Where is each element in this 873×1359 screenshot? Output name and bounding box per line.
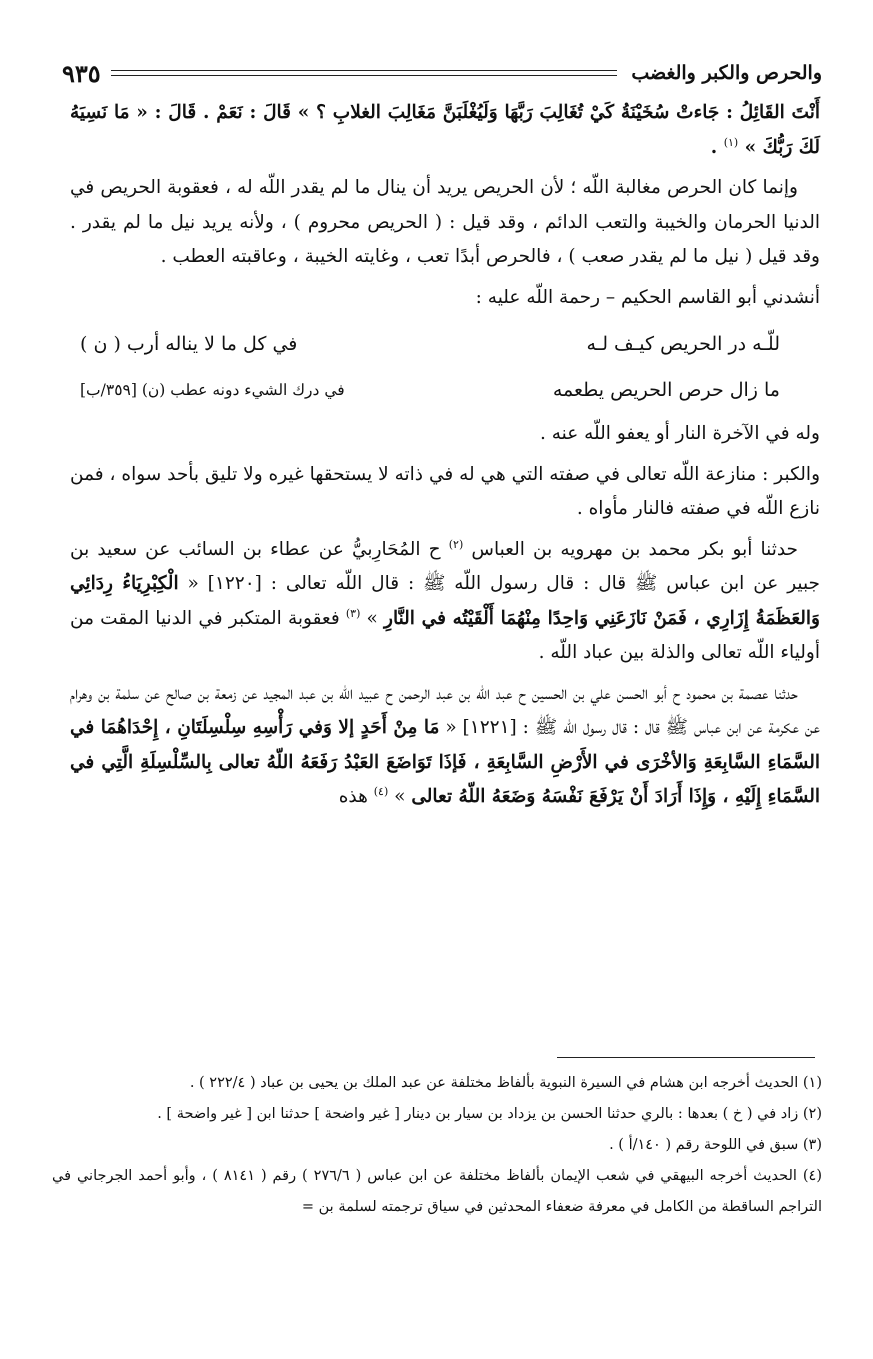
footnote-3: (٣) سبق في اللوحة رقم ( ١٤٠/أ ) .: [609, 1137, 822, 1153]
paragraph-1-end: .: [710, 136, 724, 158]
footnotes: [52, 1068, 822, 1223]
page-header: [62, 56, 822, 90]
verse-2-second-hemistich: في درك الشيء دونه عطب (ن) [٣٥٩/ب]: [80, 380, 345, 399]
hadith-1220: الْكِبْرِيَاءُ رِدَائِي وَالعَظَمَةُ إِزَارِي ، فَمَنْ نَازَعَنِي وَاحِدًا مِنْهُمَا أَلْقَيْتُه في النَّارِ: [70, 573, 820, 629]
footnote-1: (١) الحديث أخرجه ابن هشام في السيرة النبوية بألفاظ مختلفة عن عبد الملك بن يحيى بن عباد ( ٢٢٢/٤ ) .: [189, 1075, 822, 1091]
paragraph-6: [70, 533, 820, 671]
verse-2-first-hemistich: ما زال حرص الحريص يطعمه: [552, 378, 780, 401]
page-number: ٩٣٥: [62, 58, 101, 88]
paragraph-2: وإنما كان الحرص مغالبة اللّه ؛ لأن الحريص يريد أن ينال ما لم يقدر اللّه له ، فعقوبة الحريص في الدنيا الحرمان والخيبة والتعب الدائم ، وقد قيل : ( الحريص محروم ) ، ولأنه يريد نيل ما لم يقدر . وقد قيل ( نيل ما لم يقدر صعب ) ، فالحرص أبدًا تعب ، وغايته الخيبة ، وعاقبته العطب .: [70, 177, 820, 267]
hadith-1220-close: »: [360, 607, 385, 629]
verse-1: [70, 321, 820, 367]
paragraph-4: وله في الآخرة النار أو يعفو اللّه عنه .: [539, 423, 820, 444]
footnote-4: (٤) الحديث أخرجه البيهقي في شعب الإيمان بألفاظ مختلفة عن ابن عباس ( ٢٧٦/٦ ) رقم ( ٨١٤١ ) ، وأبو أحمد الجرجاني في التراجم الساقطة من الكامل في معرفة ضعفاء المحدثين في سياق ترجمته لسلمة بن =: [52, 1168, 822, 1215]
footnote-2: (٢) زاد في ( خ ) بعدها : بالري حدثنا الحسن بن يزداد بن سيار بن دينار [ غير واضحة ] حدثنا ابن [ غير واضحة ] .: [157, 1106, 822, 1122]
paragraph-1: [70, 96, 820, 165]
verse-1-second-hemistich: في كل ما لا يناله أرب ( ن ): [80, 332, 298, 355]
verse-2: [70, 367, 820, 413]
poem-intro: أنشدني أبو القاسم الحكيم – رحمة اللّه عليه :: [475, 286, 820, 308]
main-text: [70, 96, 820, 815]
paragraph-6-end: فعقوبة المتكبر في الدنيا المقت من أولياء اللّه تعالى والذلة بين عباد اللّه .: [70, 607, 820, 663]
footnote-ref-3: (٣): [345, 606, 361, 620]
paragraph-1-text: أَنْتَ القَائِلُ : جَاءتْ سُخَيْنَةُ كَيْ تُغَالِبَ رَبَّهَا وَلَيُغْلَبَنَّ مَغَالِبَ الغلابِ ؟ » قَالَ : نَعَمْ . قَالَ : « مَا نَسِيَهُ لَكَ رَبُّكَ »: [70, 102, 820, 158]
isnad-text-b: ح المُحَارِبيُّ عن عطاء بن السائب عن سعيد بن جبير عن ابن عباس ﷺ قال : قال رسول اللّه ﷺ : قال اللّه تعالى : [١٢٢٠] «: [70, 538, 820, 594]
footnote-ref-2: (٢): [448, 537, 464, 551]
footnote-ref-4: (٤): [373, 784, 389, 798]
poem: [70, 321, 820, 413]
isnad-text-c: حدثنا عصمة بن محمود ح أبو الحسن علي بن الحسين ح عبد اللّه بن عبد الرحمن ح عبيد اللّه بن عبد المجيد عن زمعة بن صالح عن سلمة بن وهرام عن عكرمة عن ابن عباس ﷺ قال : قال رسول اللّه ﷺ : [١٢٢١] «: [70, 682, 820, 738]
paragraph-7: [70, 677, 820, 815]
hadith-1221-close: »: [388, 786, 412, 807]
footnote-separator: [557, 1057, 815, 1058]
running-title: والحرص والكبر والغضب: [631, 62, 822, 84]
header-rule: [111, 70, 618, 76]
paragraph-5: والكبر : منازعة اللّه تعالى في صفته التي هي له في ذاته لا يستحقها غيره ولا تليق بأحد سواه ، فمن نازع اللّه في صفته فالنار مأواه .: [70, 463, 820, 519]
verse-1-first-hemistich: للّـه در الحريص كيـف لـه: [586, 332, 780, 355]
footnote-ref-1: (١): [723, 135, 739, 149]
isnad-text-a: حدثنا أبو بكر محمد بن مهرويه بن العباس: [463, 538, 798, 560]
hadith-1221: مَا مِنْ أَحَدٍ إلا وَفي رَأْسِهِ سِلْسِلَتَانِ ، إِحْدَاهُمَا في السَّمَاءِ السَّابِعَةِ وَالأخْرَى في الأَرْضِ السَّابِعَةِ ، فَإذَا تَوَاضَعَ العَبْدُ رَفَعَهُ اللّهُ تعالى بِالسِّلْسِلَةِ الَّتِي في السَّمَاءِ إِلَيْهِ ، وَإِذَا أَرَادَ أَنْ يَرْفَعَ نَفْسَهُ وَضَعَهُ اللّهُ تعالى: [70, 717, 820, 807]
paragraph-7-end: هذه: [338, 786, 374, 807]
